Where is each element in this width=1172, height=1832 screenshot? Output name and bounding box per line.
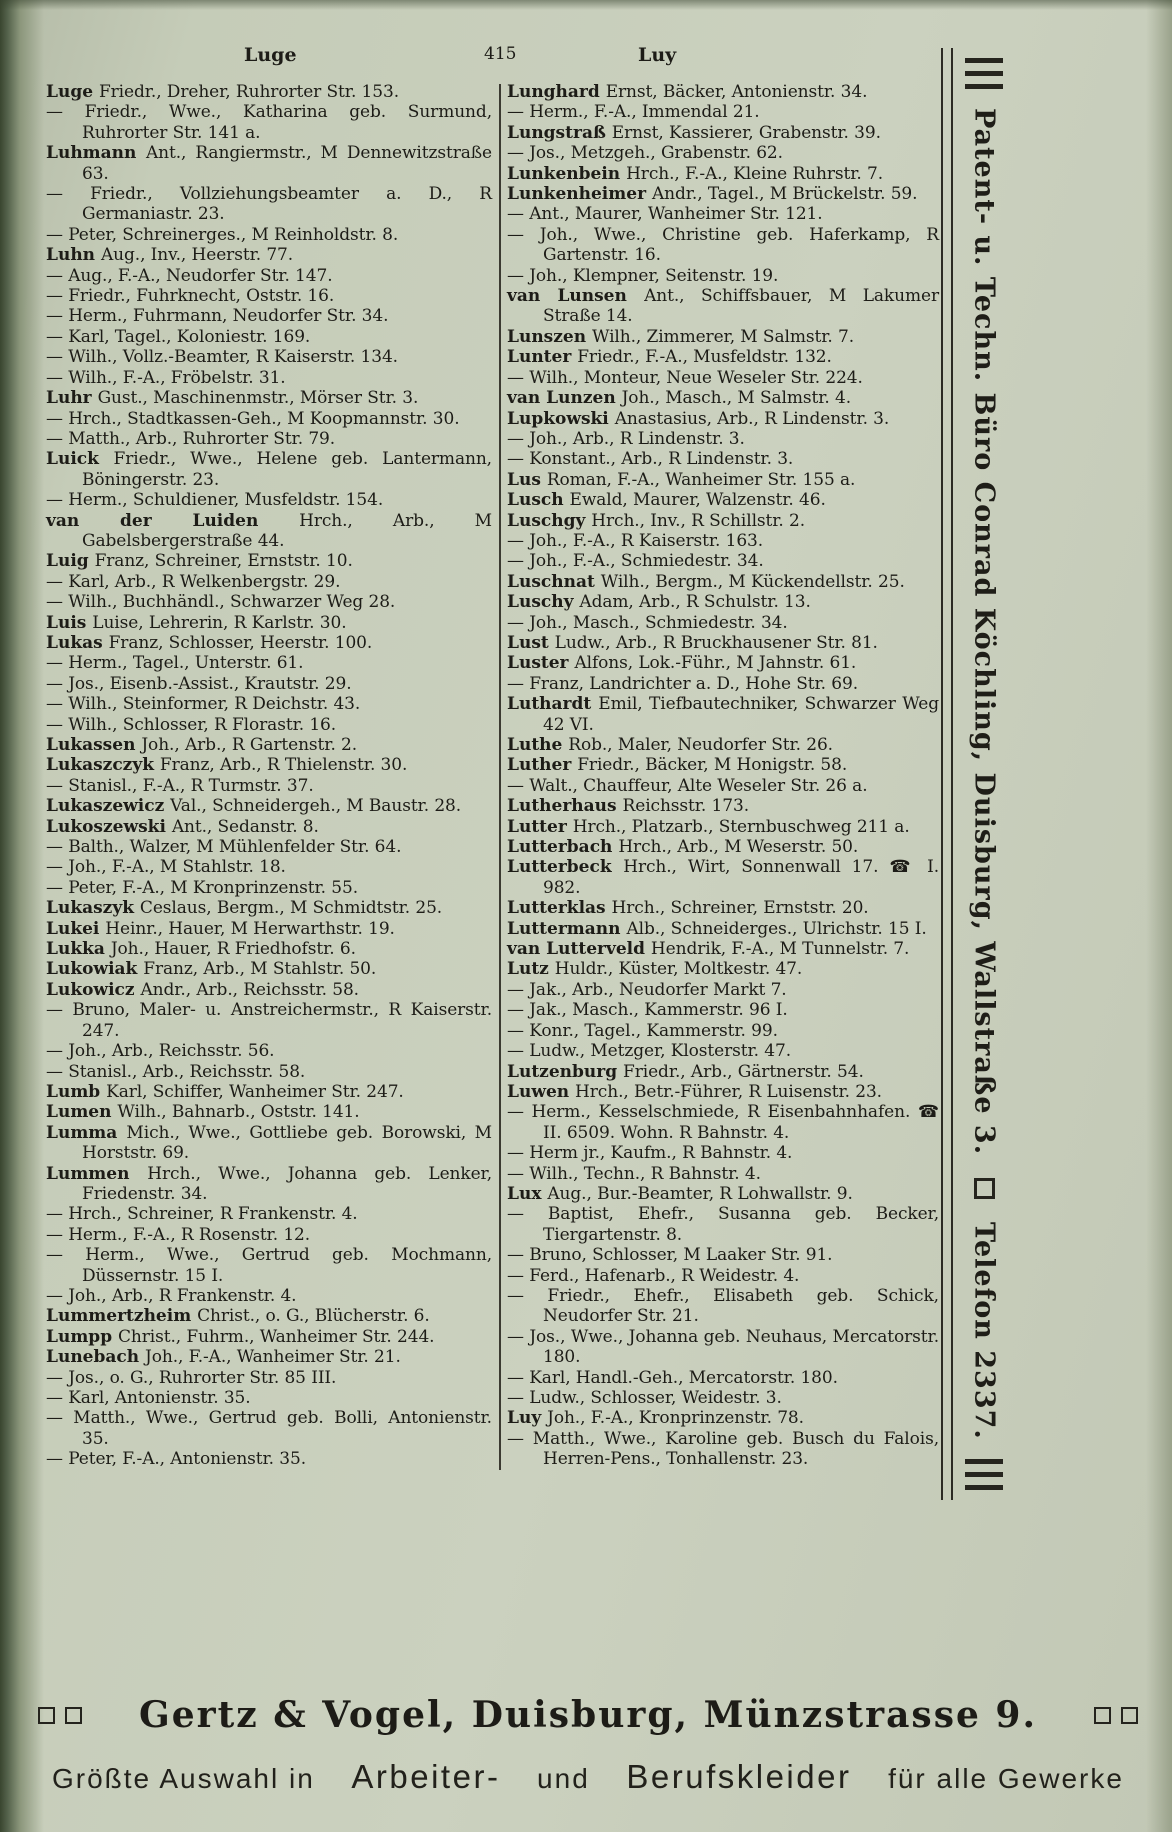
directory-entry: Lutterbeck Hrch., Wirt, Sonnenwall 17. ☎ I. 982. bbox=[507, 857, 940, 898]
directory-entry: Luster Alfons, Lok.-Führ., M Jahnstr. 61. bbox=[507, 653, 857, 674]
directory-entry: Luick Friedr., Wwe., Helene geb. Lantermann, Böningerstr. 23. bbox=[46, 449, 492, 490]
directory-entry: Lukei Heinr., Hauer, M Herwarthstr. 19. bbox=[46, 918, 395, 939]
directory-entry: Luhn Aug., Inv., Heerstr. 77. bbox=[46, 245, 294, 266]
directory-entry: — Herm jr., Kaufm., R Bahnstr. 4. bbox=[507, 1143, 793, 1164]
directory-entry: Luthe Rob., Maler, Neudorfer Str. 26. bbox=[507, 735, 833, 755]
ad-line2 bbox=[38, 1758, 1138, 1796]
directory-entry: — Wilh., Buchhändl., Schwarzer Weg 28. bbox=[46, 592, 396, 613]
entry-surname: Lukowicz bbox=[46, 979, 141, 1000]
directory-entry: Lumb Karl, Schiffer, Wanheimer Str. 247. bbox=[46, 1081, 404, 1102]
entry-surname: Luhmann bbox=[46, 143, 146, 164]
ad-line2-segment: und bbox=[537, 1763, 590, 1794]
entry-surname: Lukassen bbox=[46, 735, 142, 755]
entry-surname: Lupkowski bbox=[507, 408, 615, 429]
directory-entry: — Jak., Arb., Neudorfer Markt 7. bbox=[507, 979, 787, 1000]
directory-entry: — Friedr., Wwe., Katharina geb. Surmund, Ruhrorter Str. 141 a. bbox=[46, 102, 492, 143]
directory-entry: Lusch Ewald, Maurer, Walzenstr. 46. bbox=[507, 490, 826, 511]
directory-entry: Luhmann Ant., Rangiermstr., M Dennewitzstraße 63. bbox=[46, 143, 492, 184]
directory-entry: Luttermann Alb., Schneiderges., Ulrichstr. 15 I. bbox=[507, 918, 927, 939]
directory-entry: — Jos., Metzgeh., Grabenstr. 62. bbox=[507, 143, 783, 164]
directory-entry: Lukoszewski Ant., Sedanstr. 8. bbox=[46, 816, 319, 837]
directory-entry: — Herm., Kesselschmiede, R Eisenbahnhafen. ☎ II. 6509. Wohn. R Bahnstr. 4. bbox=[507, 1102, 939, 1143]
directory-entry: Lukowiak Franz, Arb., M Stahlstr. 50. bbox=[46, 959, 377, 980]
entry-surname: Lusch bbox=[507, 490, 570, 511]
entry-surname: Lutterbeck bbox=[507, 857, 624, 878]
directory-entry: Lutterbach Hrch., Arb., M Weserstr. 50. bbox=[507, 837, 859, 858]
directory-entry: — Ferd., Hafenarb., R Weidestr. 4. bbox=[507, 1265, 800, 1286]
directory-entry: — Franz, Landrichter a. D., Hohe Str. 69. bbox=[507, 673, 859, 694]
entry-surname: Luwen bbox=[507, 1081, 576, 1102]
directory-entry: — Konr., Tagel., Kammerstr. 99. bbox=[507, 1020, 778, 1041]
directory-entry: — Konstant., Arb., R Lindenstr. 3. bbox=[507, 449, 794, 470]
sidebar-ad-text: Patent- u. Techn. Büro Conrad Köchling, Duisburg, Wallstraße 3. bbox=[968, 108, 1000, 1156]
directory-entry: Lukaszewicz Val., Schneidergeh., M Baustr. 28. bbox=[46, 796, 462, 817]
page-edge-shadow-top bbox=[0, 0, 1172, 10]
directory-entry: — Wilh., Techn., R Bahnstr. 4. bbox=[507, 1163, 761, 1184]
ad-line2-segment: Größte Auswahl in bbox=[52, 1763, 315, 1794]
directory-entry: — Jak., Masch., Kammerstr. 96 I. bbox=[507, 1000, 788, 1021]
entry-surname: Lus bbox=[507, 469, 547, 490]
directory-entry: — Friedr., Vollziehungsbeamter a. D., R Germaniastr. 23. bbox=[46, 184, 492, 225]
entry-surname: Lutz bbox=[507, 959, 555, 980]
directory-entry: van Lutterveld Hendrik, F.-A., M Tunnelstr. 7. bbox=[507, 939, 910, 960]
entry-surname: Luschgy bbox=[507, 510, 592, 531]
entry-surname: Luthe bbox=[507, 735, 569, 755]
directory-entry: — Hrch., Schreiner, R Frankenstr. 4. bbox=[46, 1204, 358, 1225]
directory-entry: Lutherhaus Reichsstr. 173. bbox=[507, 796, 749, 817]
ad-line1 bbox=[38, 1694, 1138, 1736]
entry-surname: Lunter bbox=[507, 347, 578, 368]
column-left bbox=[46, 82, 492, 1470]
directory-entry: — Bruno, Maler- u. Anstreichermstr., R Kaiserstr. 247. bbox=[46, 1000, 492, 1041]
directory-entry: Lumma Mich., Wwe., Gottliebe geb. Borowski, M Horststr. 69. bbox=[46, 1122, 492, 1164]
entry-surname: van Lunzen bbox=[507, 388, 622, 409]
entry-surname: Lutter bbox=[507, 816, 573, 837]
square-icon bbox=[38, 1707, 82, 1724]
directory-entry: — Joh., Klempner, Seitenstr. 19. bbox=[507, 265, 779, 286]
directory-entry: Luwen Hrch., Betr.-Führer, R Luisenstr. 23. bbox=[507, 1081, 882, 1102]
directory-entry: Lunter Friedr., F.-A., Musfeldstr. 132. bbox=[507, 347, 832, 368]
directory-entry: — Joh., Wwe., Christine geb. Haferkamp, R Gartenstr. 16. bbox=[507, 224, 939, 266]
header-left-guide-word: Luge bbox=[244, 44, 297, 66]
entry-surname: Luschy bbox=[507, 592, 580, 613]
directory-entry: Lukassen Joh., Arb., R Gartenstr. 2. bbox=[46, 735, 358, 755]
entry-surname: Lungstraß bbox=[507, 122, 612, 143]
directory-entry: — Herm., Wwe., Gertrud geb. Mochmann, Düssernstr. 15 I. bbox=[46, 1245, 492, 1286]
directory-entry: Luig Franz, Schreiner, Ernststr. 10. bbox=[46, 551, 353, 572]
entry-surname: Lutterklas bbox=[507, 898, 612, 919]
directory-entry: — Matth., Wwe., Gertrud geb. Bolli, Antonienstr. 35. bbox=[46, 1408, 492, 1449]
directory-entry: — Peter, F.-A., Antonienstr. 35. bbox=[46, 1449, 307, 1470]
directory-entry: — Hrch., Stadtkassen-Geh., M Koopmannstr. 30. bbox=[46, 408, 460, 429]
directory-columns bbox=[46, 82, 939, 1470]
directory-entry: Lutzenburg Friedr., Arb., Gärtnerstr. 54. bbox=[507, 1061, 864, 1082]
column-right bbox=[507, 82, 939, 1470]
directory-entry: — Wilh., Steinformer, R Deichstr. 43. bbox=[46, 694, 361, 715]
entry-surname: Lummertzheim bbox=[46, 1306, 198, 1327]
ad-line2-segment: für alle Gewerke bbox=[888, 1763, 1124, 1794]
entry-surname: Lukei bbox=[46, 918, 106, 939]
directory-entry: Lukas Franz, Schlosser, Heerstr. 100. bbox=[46, 632, 373, 653]
directory-entry: — Friedr., Ehefr., Elisabeth geb. Schick, Neudorfer Str. 21. bbox=[507, 1285, 939, 1327]
directory-entry: — Joh., Masch., Schmiedestr. 34. bbox=[507, 612, 788, 633]
directory-entry: — Walt., Chauffeur, Alte Weseler Str. 26 a. bbox=[507, 775, 868, 796]
directory-entry: — Karl, Antonienstr. 35. bbox=[46, 1388, 251, 1408]
entry-surname: Lunghard bbox=[507, 82, 606, 102]
entry-surname: Lukowiak bbox=[46, 959, 144, 980]
entry-surname: Lutzenburg bbox=[507, 1061, 624, 1082]
entry-surname: Luschnat bbox=[507, 571, 601, 592]
square-icon bbox=[974, 1178, 995, 1199]
directory-entry: — Herm., F.-A., R Rosenstr. 12. bbox=[46, 1224, 311, 1245]
entry-surname: Lukaszczyk bbox=[46, 755, 160, 776]
directory-entry: Lukaszyk Ceslaus, Bergm., M Schmidtstr. 25. bbox=[46, 898, 443, 919]
directory-entry: — Friedr., Fuhrknecht, Oststr. 16. bbox=[46, 286, 335, 307]
directory-entry: Lummertzheim Christ., o. G., Blücherstr. 6. bbox=[46, 1306, 430, 1327]
directory-entry: — Joh., Arb., Reichsstr. 56. bbox=[46, 1041, 275, 1062]
directory-entry: — Ludw., Schlosser, Weidestr. 3. bbox=[507, 1388, 782, 1408]
page-header bbox=[46, 44, 939, 82]
entry-surname: Luthardt bbox=[507, 694, 599, 715]
directory-entry: Lutterklas Hrch., Schreiner, Ernststr. 20. bbox=[507, 898, 869, 919]
directory-entry: — Joh., F.-A., M Stahlstr. 18. bbox=[46, 857, 286, 878]
entry-surname: Lutterbach bbox=[507, 837, 619, 858]
directory-entry: — Jos., Eisenb.-Assist., Krautstr. 29. bbox=[46, 673, 352, 694]
entry-surname: van der Luiden bbox=[46, 510, 300, 531]
directory-entry: Lunebach Joh., F.-A., Wanheimer Str. 21. bbox=[46, 1347, 401, 1368]
entry-surname: van Lutterveld bbox=[507, 939, 651, 960]
ad-line2-segment: Berufskleider bbox=[626, 1758, 852, 1795]
directory-entry: Luis Luise, Lehrerin, R Karlstr. 30. bbox=[46, 612, 347, 633]
directory-entry: Luschnat Wilh., Bergm., M Kückendellstr. 25. bbox=[507, 571, 905, 592]
entry-surname: Luttermann bbox=[507, 918, 627, 939]
directory-entry: van der Luiden Hrch., Arb., M Gabelsbergerstraße 44. bbox=[46, 510, 492, 551]
flourish-bottom-icon bbox=[965, 1449, 1003, 1500]
directory-entry: van Lunzen Joh., Masch., M Salmstr. 4. bbox=[507, 388, 852, 409]
column-divider-rule bbox=[499, 84, 501, 1470]
directory-entry: — Wilh., Vollz.-Beamter, R Kaiserstr. 134. bbox=[46, 347, 398, 368]
entry-surname: Lummen bbox=[46, 1163, 148, 1184]
entry-surname: Luster bbox=[507, 653, 575, 674]
entry-surname: Luther bbox=[507, 755, 578, 776]
directory-entry: — Ludw., Metzger, Klosterstr. 47. bbox=[507, 1041, 792, 1062]
directory-entry: — Joh., Arb., R Frankenstr. 4. bbox=[46, 1285, 297, 1306]
directory-entry: Lukka Joh., Hauer, R Friedhofstr. 6. bbox=[46, 939, 356, 960]
flourish-top-icon bbox=[965, 48, 1003, 99]
directory-entry: Lumen Wilh., Bahnarb., Oststr. 141. bbox=[46, 1102, 360, 1123]
directory-entry: Lunkenbein Hrch., F.-A., Kleine Ruhrstr. 7. bbox=[507, 163, 884, 184]
directory-entry: Lungstraß Ernst, Kassierer, Grabenstr. 39. bbox=[507, 122, 881, 143]
directory-entry: — Joh., F.-A., Schmiedestr. 34. bbox=[507, 551, 764, 572]
directory-entry: Lukaszczyk Franz, Arb., R Thielenstr. 30. bbox=[46, 755, 408, 776]
entry-surname: Lumma bbox=[46, 1122, 127, 1143]
entry-surname: Lukoszewski bbox=[46, 816, 172, 837]
entry-surname: Lux bbox=[507, 1183, 548, 1204]
directory-entry: Lumpp Christ., Fuhrm., Wanheimer Str. 244. bbox=[46, 1326, 435, 1347]
directory-entry: — Ant., Maurer, Wanheimer Str. 121. bbox=[507, 204, 823, 225]
directory-entry: — Herm., Schuldiener, Musfeldstr. 154. bbox=[46, 490, 384, 511]
entry-surname: Lumb bbox=[46, 1081, 107, 1102]
directory-entry: — Joh., F.-A., R Kaiserstr. 163. bbox=[507, 530, 764, 551]
directory-entry: — Stanisl., F.-A., R Turmstr. 37. bbox=[46, 775, 314, 796]
directory-entry: — Jos., Wwe., Johanna geb. Neuhaus, Mercatorstr. 180. bbox=[507, 1326, 939, 1368]
directory-entry: — Herm., Fuhrmann, Neudorfer Str. 34. bbox=[46, 306, 389, 327]
entry-surname: Lust bbox=[507, 632, 555, 653]
directory-entry: Lunghard Ernst, Bäcker, Antonienstr. 34. bbox=[507, 82, 868, 102]
directory-entry: — Karl, Arb., R Welkenbergstr. 29. bbox=[46, 571, 341, 592]
directory-entry: — Peter, F.-A., M Kronprinzenstr. 55. bbox=[46, 877, 359, 898]
entry-surname: Lukaszewicz bbox=[46, 796, 171, 817]
ad-line1-text: Gertz & Vogel, Duisburg, Münzstrasse 9. bbox=[139, 1694, 1037, 1736]
directory-entry: — Baptist, Ehefr., Susanna geb. Becker, Tiergartenstr. 8. bbox=[507, 1204, 939, 1245]
directory-entry: Luhr Gust., Maschinenmstr., Mörser Str. 3. bbox=[46, 388, 419, 409]
directory-entry: Lutter Hrch., Platzarb., Sternbuschweg 211 a. bbox=[507, 816, 910, 837]
directory-entry: Luschgy Hrch., Inv., R Schillstr. 2. bbox=[507, 510, 806, 531]
directory-entry: Lunszen Wilh., Zimmerer, M Salmstr. 7. bbox=[507, 326, 855, 347]
directory-entry: — Karl, Handl.-Geh., Mercatorstr. 180. bbox=[507, 1367, 838, 1388]
entry-surname: Luick bbox=[46, 449, 114, 470]
entry-surname: Luis bbox=[46, 612, 93, 633]
entry-surname: Lukka bbox=[46, 939, 111, 960]
entry-surname: Lunkenbein bbox=[507, 163, 627, 184]
sidebar-phone-text: Telefon 2337. bbox=[968, 1222, 1000, 1440]
page-edge-shadow-left bbox=[0, 0, 44, 1832]
directory-entry: — Wilh., Monteur, Neue Weseler Str. 224. bbox=[507, 367, 863, 388]
directory-entry: — Herm., F.-A., Immendal 21. bbox=[507, 102, 760, 123]
directory-entry: Luy Joh., F.-A., Kronprinzenstr. 78. bbox=[507, 1408, 804, 1429]
directory-entry: — Karl, Tagel., Koloniestr. 169. bbox=[46, 326, 311, 347]
entry-surname: Luhn bbox=[46, 245, 101, 266]
directory-entry: Lunkenheimer Andr., Tagel., M Brückelstr. 59. bbox=[507, 184, 918, 205]
entry-surname: van Lunsen bbox=[507, 286, 645, 307]
entry-surname: Lunebach bbox=[46, 1347, 146, 1368]
sidebar-advertisement bbox=[953, 48, 1015, 1500]
directory-entry: — Wilh., F.-A., Fröbelstr. 31. bbox=[46, 367, 286, 388]
entry-surname: Lunkenheimer bbox=[507, 184, 652, 205]
entry-surname: Lunszen bbox=[507, 326, 592, 347]
entry-surname: Luig bbox=[46, 551, 95, 572]
directory-entry: Lust Ludw., Arb., R Bruckhausener Str. 81. bbox=[507, 632, 878, 653]
page-number: 415 bbox=[484, 44, 517, 64]
directory-entry: Luschy Adam, Arb., R Schulstr. 13. bbox=[507, 592, 811, 613]
entry-surname: Luhr bbox=[46, 388, 98, 409]
directory-entry: Lupkowski Anastasius, Arb., R Lindenstr. 3. bbox=[507, 408, 890, 429]
directory-entry: — Joh., Arb., R Lindenstr. 3. bbox=[507, 428, 745, 449]
directory-entry: Luther Friedr., Bäcker, M Honigstr. 58. bbox=[507, 755, 848, 776]
directory-entry: Luthardt Emil, Tiefbautechniker, Schwarzer Weg 42 VI. bbox=[507, 694, 939, 735]
directory-entry: — Matth., Wwe., Karoline geb. Busch du Falois, Herren-Pens., Tonhallenstr. 23. bbox=[507, 1428, 939, 1470]
directory-entry: — Balth., Walzer, M Mühlenfelder Str. 64. bbox=[46, 837, 402, 858]
directory-entry: — Aug., F.-A., Neudorfer Str. 147. bbox=[46, 265, 333, 286]
directory-entry: — Matth., Arb., Ruhrorter Str. 79. bbox=[46, 428, 336, 449]
entry-surname: Lumen bbox=[46, 1102, 118, 1123]
ad-line2-segment: Arbeiter- bbox=[351, 1758, 501, 1795]
entry-surname: Lumpp bbox=[46, 1326, 118, 1347]
directory-entry: van Lunsen Ant., Schiffsbauer, M Lakumer Straße 14. bbox=[507, 286, 939, 327]
entry-surname: Luge bbox=[46, 82, 99, 102]
square-icon bbox=[1094, 1707, 1138, 1724]
directory-entry: — Bruno, Schlosser, M Laaker Str. 91. bbox=[507, 1245, 833, 1266]
entry-surname: Lukas bbox=[46, 632, 109, 653]
directory-entry: Lukowicz Andr., Arb., Reichsstr. 58. bbox=[46, 979, 359, 1000]
directory-entry: Lutz Huldr., Küster, Moltkestr. 47. bbox=[507, 959, 803, 980]
entry-surname: Lukaszyk bbox=[46, 898, 140, 919]
directory-entry: Lux Aug., Bur.-Beamter, R Lohwallstr. 9. bbox=[507, 1183, 853, 1204]
entry-surname: Lutherhaus bbox=[507, 796, 623, 817]
directory-entry: — Jos., o. G., Ruhrorter Str. 85 III. bbox=[46, 1367, 337, 1388]
sidebar-double-rule bbox=[941, 48, 953, 1500]
directory-page bbox=[46, 44, 939, 1470]
directory-entry: — Peter, Schreinerges., M Reinholdstr. 8. bbox=[46, 224, 399, 245]
directory-entry: — Wilh., Schlosser, R Florastr. 16. bbox=[46, 714, 337, 735]
directory-entry: Luge Friedr., Dreher, Ruhrorter Str. 153. bbox=[46, 82, 400, 102]
directory-entry: Lus Roman, F.-A., Wanheimer Str. 155 a. bbox=[507, 469, 856, 490]
directory-entry: — Stanisl., Arb., Reichsstr. 58. bbox=[46, 1061, 306, 1082]
page-edge-shadow-right bbox=[1146, 0, 1172, 1832]
directory-entry: Lummen Hrch., Wwe., Johanna geb. Lenker, Friedenstr. 34. bbox=[46, 1163, 492, 1204]
directory-entry: — Herm., Tagel., Unterstr. 61. bbox=[46, 653, 304, 674]
entry-surname: Luy bbox=[507, 1408, 548, 1429]
bottom-ad-banner bbox=[38, 1694, 1138, 1796]
header-right-guide-word: Luy bbox=[638, 44, 677, 66]
